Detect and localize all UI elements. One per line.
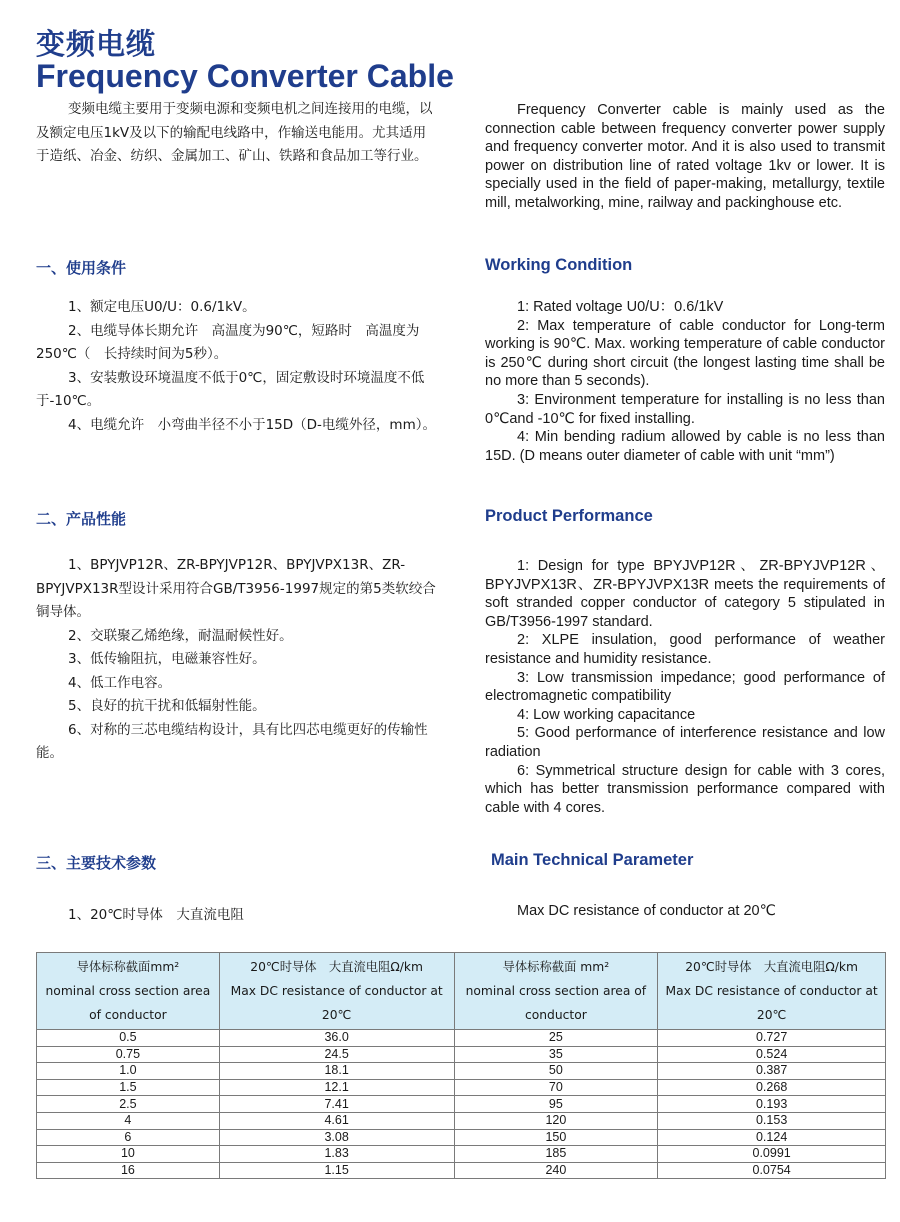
table-cell: 0.0754 [658,1162,886,1179]
working-item-en: 2: Max temperature of cable conductor for Long-term working is 90℃. Max. working temperature of cable conductor is 250℃ during short circuit (the longest lasting time shall be no more than 5 seconds). [485,317,885,390]
working-heading-cn: 一、使用条件 [36,259,127,277]
working-list-en [485,298,885,465]
performance-heading-cn: 二、产品性能 [36,510,127,528]
header-line: Max DC resistance of conductor at [665,984,878,998]
working-item-en: 4: Min bending radium allowed by cable is no less than 15D. (D means outer diameter of cable with unit “mm”) [485,429,885,464]
table-cell: 0.268 [658,1079,886,1096]
table-cell: 0.75 [37,1046,220,1063]
table-cell: 120 [454,1112,658,1129]
working-item-cn: 1、额定电压U0/U：0.6/1kV。 [68,299,256,315]
table-cell: 4.61 [219,1112,454,1129]
performance-item-en: 2: XLPE insulation, good performance of weather resistance and humidity resistance. [485,632,885,667]
table-cell: 0.124 [658,1129,886,1146]
performance-list-en [485,557,885,817]
table-row [37,1162,886,1179]
performance-item-cn: 2、交联聚乙烯绝缘，耐温耐候性好。 [68,627,293,644]
working-item-cn: 3、安装敷设环境温度不低于0℃，固定敷设时环境温度不低于-10℃。 [36,369,425,409]
table-cell: 0.5 [37,1030,220,1047]
table-row [37,1079,886,1096]
table-row [37,1063,886,1080]
table-cell: 16 [37,1162,220,1179]
performance-item-cn: 6、对称的三芯电缆结构设计，具有比四芯电缆更好的传输性能。 [36,721,428,761]
table-row [37,1096,886,1113]
table-cell: 150 [454,1129,658,1146]
table-cell: 6 [37,1129,220,1146]
table-cell: 50 [454,1063,658,1080]
performance-list-cn [36,554,436,766]
table-header-cell [454,953,658,1030]
header-line: nominal cross section area of [465,984,647,998]
table-cell: 70 [454,1079,658,1096]
table-header-cell [219,953,454,1030]
table-cell: 12.1 [219,1079,454,1096]
table-cell: 7.41 [219,1096,454,1113]
table-cell: 35 [454,1046,658,1063]
performance-item-cn: 1、BPYJVP12R、ZR-BPYJVP12R、BPYJVPX13R、ZR-BPYJVPX13R型设计采用符合GB/T3956-1997规定的第5类软绞合铜导体。 [36,557,436,620]
table-cell: 36.0 [219,1030,454,1047]
header-line: 导体标称截面mm² [76,960,180,974]
performance-item-en: 4: Low working capacitance [517,706,696,723]
table-cell: 1.5 [37,1079,220,1096]
working-item-cn: 2、电缆导体长期允许 高温度为90℃，短路时 高温度为250℃（ 长持续时间为5秒）。 [36,322,420,362]
table-header-row [37,953,886,1030]
page-title-cn: 变频电缆 [36,27,157,61]
header-line: 20℃时导体 大直流电阻Ω/km [685,960,859,974]
table-row [37,1030,886,1047]
table-row [37,1129,886,1146]
table-cell: 0.193 [658,1096,886,1113]
performance-item-cn: 5、良好的抗干扰和低辐射性能。 [68,698,266,714]
table-header-cell [37,953,220,1030]
performance-item-en: 1: Design for type BPYJVP12R、ZR-BPYJVP12R、BPYJVPX13R、ZR-BPYJVPX13R meets the requirements of soft stranded copper conductor of category 5 stipulated in GB/T3956-1997 standard. [485,558,885,630]
performance-item-en: 5: Good performance of interference resistance and low radiation [485,725,885,760]
table-cell: 2.5 [37,1096,220,1113]
working-list-cn [36,296,436,437]
table-cell: 10 [37,1146,220,1163]
table-cell: 18.1 [219,1063,454,1080]
header-line: conductor [524,1008,587,1022]
table-header-cell [658,953,886,1030]
table-cell: 25 [454,1030,658,1047]
performance-item-cn: 3、低传输阻抗，电磁兼容性好。 [68,651,266,667]
intro-en-text: Frequency Converter cable is mainly used as the connection cable between frequency converter power supply and frequency converter motor. And it is also used to transmit power on distribution line of rated voltage 1kv or lower. It is specially used in the field of paper-making, metallurgy, textile mill, metalworking, mine, railway and packinghouse etc. [485,102,885,211]
table-cell: 1.83 [219,1146,454,1163]
intro-en [485,101,885,213]
performance-item-en: 6: Symmetrical structure design for cable with 3 cores, which has better transmission performance compared with cable with 4 cores. [485,762,885,816]
intro-cn-text: 变频电缆主要用于变频电源和变频电机之间连接用的电缆，以及额定电压1kV及以下的输配电线路中，作输送电能用。尤其适用于造纸、冶金、纺织、金属加工、矿山、铁路和食品加工等行业。 [36,101,433,164]
table-cell: 0.727 [658,1030,886,1047]
table-cell: 185 [454,1146,658,1163]
resistance-table [36,952,886,1179]
performance-heading-en: Product Performance [485,507,653,525]
technical-heading-en: Main Technical Parameter [491,851,694,869]
table-cell: 240 [454,1162,658,1179]
header-line: 20℃ [321,1008,352,1022]
table-row [37,1112,886,1129]
table-cell: 0.524 [658,1046,886,1063]
header-line: 20℃ [756,1008,787,1022]
table-row [37,1046,886,1063]
technical-sub-cn: 1、20℃时导体 大直流电阻 [68,907,244,923]
intro-cn [36,98,436,169]
header-line: of conductor [89,1008,167,1022]
table-cell: 0.0991 [658,1146,886,1163]
performance-item-en: 3: Low transmission impedance; good performance of electromagnetic compatibility [485,669,885,705]
header-line: Max DC resistance of conductor at [230,984,443,998]
page-title-en: Frequency Converter Cable [36,58,454,94]
table-cell: 1.0 [37,1063,220,1080]
working-item-en: 1: Rated voltage U0/U：0.6/1kV [517,299,724,315]
table-cell: 24.5 [219,1046,454,1063]
table-cell: 0.153 [658,1112,886,1129]
table-row [37,1146,886,1163]
performance-item-cn: 4、低工作电容。 [68,674,172,691]
technical-heading-cn: 三、主要技术参数 [36,854,157,872]
header-line: 20℃时导体 大直流电阻Ω/km [250,960,424,974]
working-item-cn: 4、电缆允许 小弯曲半径不小于15D（D-电缆外径，mm）。 [68,416,436,433]
working-item-en: 3: Environment temperature for installing is no less than 0℃and -10℃ for fixed installing. [485,391,885,427]
table-cell: 95 [454,1096,658,1113]
table-cell: 4 [37,1112,220,1129]
table-cell: 0.387 [658,1063,886,1080]
header-line: nominal cross section area [45,984,211,998]
technical-sub-en: Max DC resistance of conductor at 20℃ [517,903,776,919]
header-line: 导体标称截面 mm² [502,960,610,974]
working-heading-en: Working Condition [485,256,633,274]
table-cell: 3.08 [219,1129,454,1146]
table-cell: 1.15 [219,1162,454,1179]
